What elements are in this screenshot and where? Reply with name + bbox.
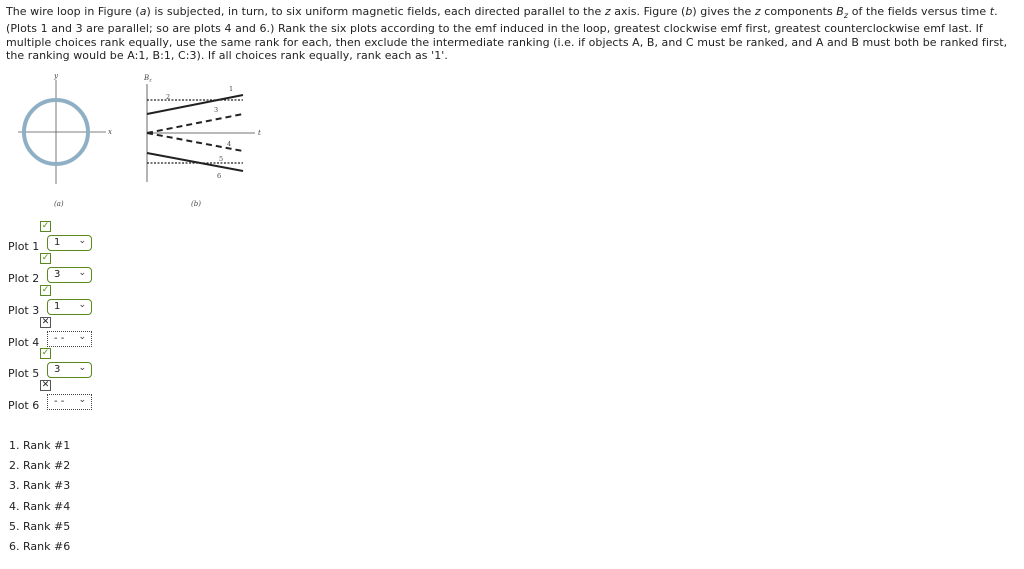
selected-rank: 3 bbox=[54, 269, 61, 280]
incorrect-x-icon: ✕ bbox=[41, 380, 50, 390]
selected-rank: - - bbox=[54, 333, 65, 344]
bz-axis-label: $B_z$ bbox=[144, 74, 152, 84]
plot-1-line bbox=[147, 95, 243, 114]
plot-label-5: 5 bbox=[219, 155, 224, 163]
rank-select-plot-3[interactable] bbox=[47, 299, 92, 315]
figure-svg bbox=[18, 72, 268, 212]
figure-b-caption: (b) bbox=[191, 200, 201, 208]
rank-select-plot-1[interactable] bbox=[47, 235, 92, 251]
selected-rank: - - bbox=[54, 396, 65, 407]
chevron-down-icon: ⌄ bbox=[78, 268, 86, 278]
chevron-down-icon: ⌄ bbox=[78, 236, 86, 246]
incorrect-x-icon: ✕ bbox=[41, 317, 50, 327]
plot-label-3: 3 bbox=[214, 106, 219, 114]
rank-select-plot-4[interactable] bbox=[47, 331, 92, 347]
figure bbox=[18, 72, 268, 212]
plot-label: Plot 2 bbox=[8, 272, 40, 285]
rank-legend-item: 4. Rank #4 bbox=[9, 499, 71, 513]
figure-a-caption: (a) bbox=[54, 200, 64, 208]
selected-rank: 3 bbox=[54, 364, 61, 375]
plot-label: Plot 1 bbox=[8, 240, 40, 253]
plot-label-1: 1 bbox=[229, 85, 234, 93]
selected-rank: 1 bbox=[54, 301, 61, 312]
plot-label-6: 6 bbox=[217, 172, 222, 180]
plot-3-line bbox=[147, 114, 243, 133]
rank-legend-list bbox=[9, 439, 70, 560]
chevron-down-icon: ⌄ bbox=[78, 395, 86, 405]
rank-legend-item: 2. Rank #2 bbox=[9, 459, 71, 473]
y-axis-label: y bbox=[54, 72, 58, 80]
x-axis-label: x bbox=[108, 128, 112, 136]
selected-rank: 1 bbox=[54, 237, 61, 248]
correct-check-icon: ✓ bbox=[41, 348, 50, 358]
rank-legend-item: 6. Rank #6 bbox=[9, 539, 71, 553]
chevron-down-icon: ⌄ bbox=[78, 332, 86, 342]
correct-check-icon: ✓ bbox=[41, 253, 50, 263]
rank-legend-item: 1. Rank #1 bbox=[9, 439, 71, 452]
plot-label: Plot 4 bbox=[8, 336, 40, 349]
plot-label: Plot 3 bbox=[8, 304, 40, 317]
rank-select-plot-2[interactable] bbox=[47, 267, 92, 283]
plot-label: Plot 5 bbox=[8, 367, 40, 380]
correct-check-icon: ✓ bbox=[41, 285, 50, 295]
rank-select-plot-5[interactable] bbox=[47, 362, 92, 378]
plot-6-line bbox=[147, 153, 243, 171]
rank-legend-item: 5. Rank #5 bbox=[9, 519, 71, 533]
field-plots-figure bbox=[147, 84, 255, 182]
plot-label-4: 4 bbox=[227, 140, 232, 148]
wire-loop-figure bbox=[18, 80, 106, 184]
question-text: The wire loop in Figure (a) is subjected, in turn, to six uniform magnetic fields, each directed parallel to the z axis. Figure (b) gives the z components $B_z$ of the fields versus time t. (Plots 1 and 3 are parallel; so are plots 4 and 6.) Rank the six plots according to the emf induced in the loop, greatest clockwise emf first, greatest counterclockwise emf last. If multiple choices rank equally, use the same rank for each, then exclude the intermediate ranking (i.e. if objects A, B, and C must be ranked, and A and B must both be ranked first, the ranking would be A:1, B:1, C:3). If all choices rank equally, rank each as '1'. bbox=[6, 5, 1008, 62]
rank-legend-item: 3. Rank #3 bbox=[9, 479, 71, 493]
chevron-down-icon: ⌄ bbox=[78, 300, 86, 310]
rank-select-plot-6[interactable] bbox=[47, 394, 92, 410]
correct-check-icon: ✓ bbox=[41, 221, 50, 231]
plot-label: Plot 6 bbox=[8, 399, 40, 412]
t-axis-label: t bbox=[258, 129, 261, 137]
plot-label-2: 2 bbox=[166, 93, 171, 101]
chevron-down-icon: ⌄ bbox=[78, 363, 86, 373]
